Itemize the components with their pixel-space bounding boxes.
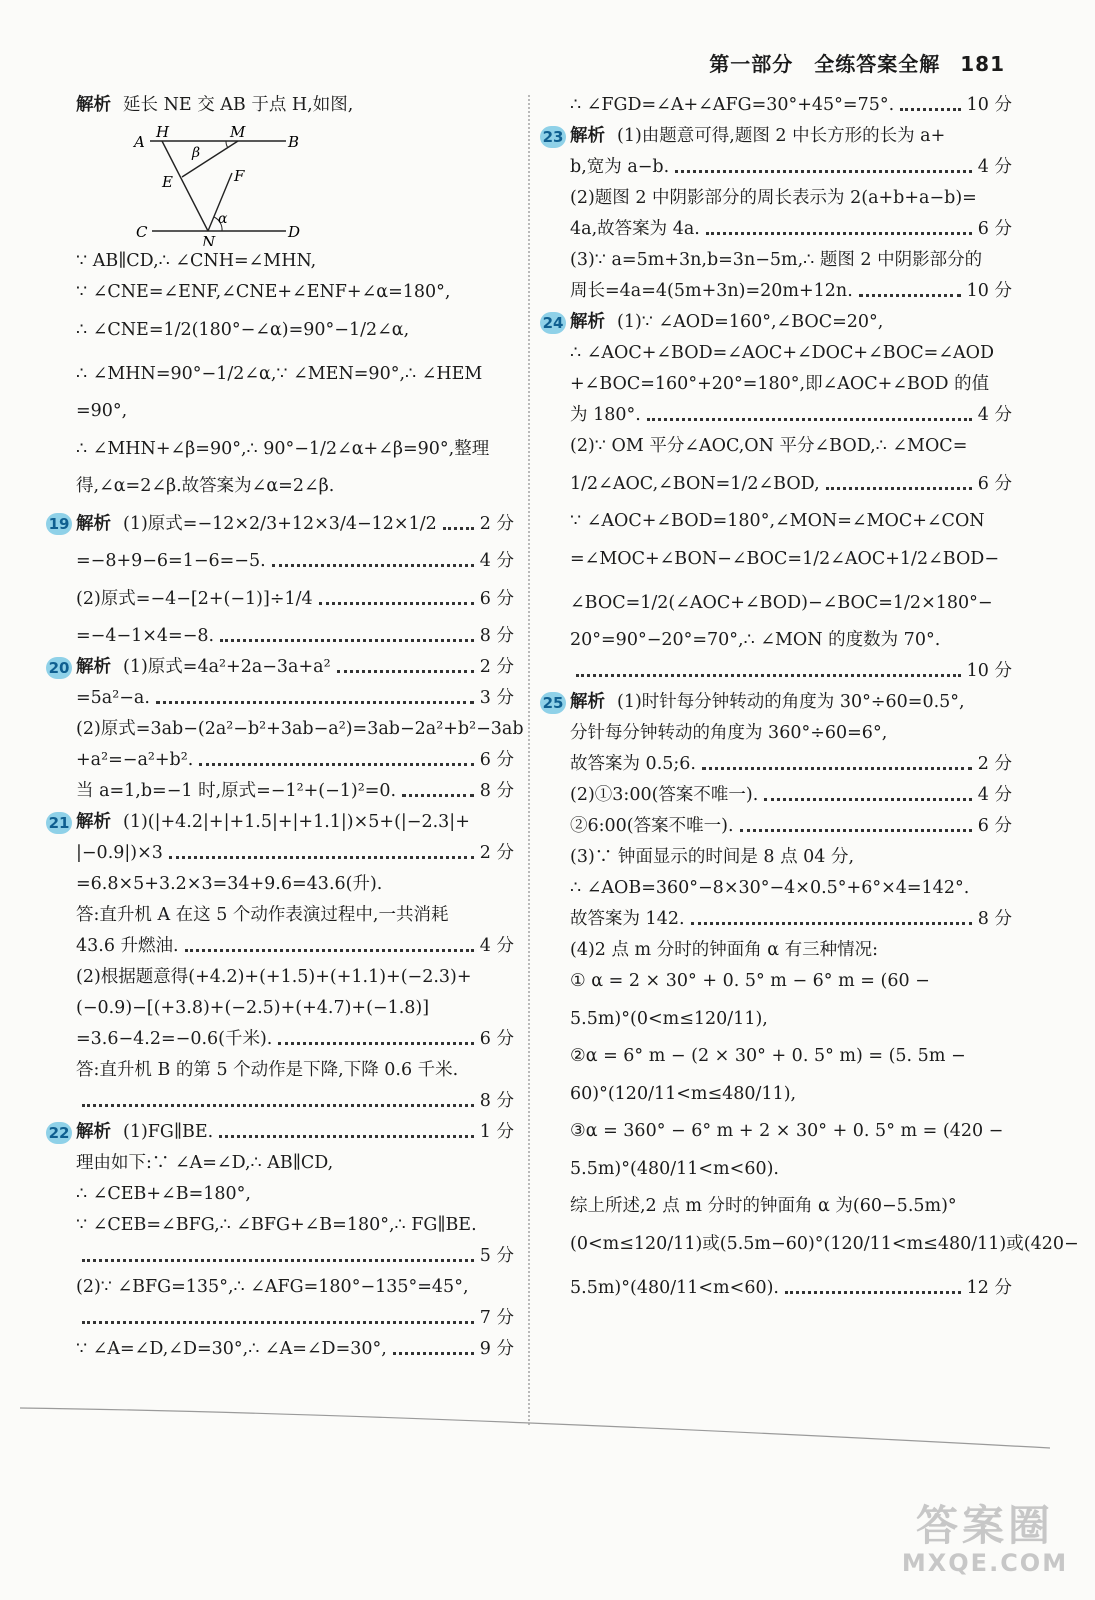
line-text: ∵ ∠AOC+∠BOD=180°,∠MON=∠MOC+∠CON	[570, 511, 985, 531]
score-label: 7 分	[479, 1308, 514, 1328]
angle-beta-arc	[226, 141, 228, 148]
line-text: +∠BOC=160°+20°=180°,即∠AOC+∠BOD 的值	[570, 374, 990, 394]
score-label: 6 分	[479, 1029, 514, 1049]
line-text: 5.5m)°(0<m≤120/11),	[570, 1009, 768, 1029]
line-text: ②α = 6° m − (2 × 30° + 0. 5° m) = (5. 5m −	[570, 1046, 966, 1066]
line-text: ∴ ∠MHN+∠β=90°,∴ 90°−1/2∠α+∠β=90°,整理	[76, 439, 490, 459]
text-line	[76, 776, 514, 807]
line-text: =∠MOC+∠BON−∠BOC=1/2∠AOC+1/2∠BOD−	[570, 549, 999, 569]
bottom-rule-curve	[20, 1408, 1050, 1448]
dot-leader	[691, 922, 972, 925]
line-text: (0<m≤120/11)或(5.5m−60)°(120/11<m≤480/11)或(420−	[570, 1234, 1079, 1254]
line-text: =−4−1×4=−8.	[76, 626, 215, 646]
text-line	[76, 714, 524, 745]
text-line	[570, 935, 1012, 966]
question-number-badge: 24	[540, 312, 566, 334]
score-label: 10 分	[966, 95, 1012, 115]
text-line	[76, 1055, 514, 1086]
line-text: 20°=90°−20°=70°,∴ ∠MON 的度数为 70°.	[570, 630, 941, 650]
line-text: +a²=−a²+b².	[76, 750, 194, 770]
text-line	[76, 1179, 514, 1210]
line-text: (1)FG∥BE.	[123, 1122, 214, 1142]
text-line	[570, 1041, 1012, 1072]
text-line	[570, 842, 1012, 873]
analysis-keyword: 解析	[570, 312, 605, 332]
line-text: ∵ ∠CEB=∠BFG,∴ ∠BFG+∠B=180°,∴ FG∥BE.	[76, 1215, 477, 1235]
line-text: 延长 NE 交 AB 于点 H,如图,	[123, 95, 354, 115]
text-line	[48, 1117, 514, 1148]
text-line	[570, 1147, 1012, 1191]
text-line	[570, 966, 1012, 997]
line-text: ∴ ∠AOB=360°−8×30°−4×0.5°+6°×4=142°.	[570, 878, 970, 898]
line-text: b,宽为 a−b.	[570, 157, 670, 177]
score-label: 2 分	[479, 843, 514, 863]
score-label: 4 分	[479, 936, 514, 956]
label-h: H	[156, 123, 170, 141]
dot-leader	[900, 108, 960, 111]
text-line	[48, 652, 514, 683]
line-text: (2)根据题意得(+4.2)+(+1.5)+(+1.1)+(−2.3)+	[76, 967, 472, 987]
dot-leader	[647, 418, 972, 421]
text-line	[570, 1072, 1012, 1116]
dot-leader	[764, 798, 971, 801]
text-line	[76, 352, 514, 396]
question-number-badge: 21	[46, 812, 72, 834]
line-text: 周长=4a=4(5m+3n)=20m+12n.	[570, 281, 853, 301]
line-text: ∵ AB∥CD,∴ ∠CNH=∠MHN,	[76, 251, 317, 271]
score-label: 12 分	[966, 1278, 1012, 1298]
text-line	[570, 1116, 1012, 1147]
text-line	[76, 838, 514, 869]
dot-leader	[740, 829, 972, 832]
line-text: 分针每分钟转动的角度为 360°÷60=6°,	[570, 723, 888, 743]
analysis-keyword: 解析	[76, 95, 111, 115]
question-number-badge: 22	[46, 1122, 72, 1144]
question-number-badge: 23	[540, 126, 566, 148]
score-label: 9 分	[479, 1339, 514, 1359]
watermark-text: 答案圈	[915, 1501, 1054, 1550]
text-line	[542, 121, 1012, 152]
line-text: ∴ ∠CNE=1/2(180°−∠α)=90°−1/2∠α,	[76, 320, 410, 340]
line-text: (2)∵ OM 平分∠AOC,ON 平分∠BOD,∴ ∠MOC=	[570, 436, 968, 456]
text-line	[76, 1241, 514, 1272]
label-b: B	[288, 133, 300, 151]
dot-leader	[785, 1291, 961, 1294]
text-line	[570, 718, 1012, 749]
dot-leader	[859, 294, 961, 297]
line-text: ②6:00(答案不唯一).	[570, 816, 734, 836]
line-text: 答:直升机 A 在这 5 个动作表演过程中,一共消耗	[76, 905, 449, 925]
page-number: 181	[960, 52, 1005, 76]
dot-leader	[706, 232, 972, 235]
score-label: 10 分	[966, 661, 1012, 681]
dot-leader	[402, 794, 474, 797]
line-text: 60)°(120/11<m≤480/11),	[570, 1084, 797, 1104]
line-text: 43.6 升燃油.	[76, 936, 179, 956]
watermark-url: MXQE.COM	[901, 1549, 1069, 1577]
score-label: 6 分	[977, 219, 1012, 239]
dot-leader	[576, 674, 961, 677]
line-text: 5.5m)°(480/11<m<60).	[570, 1278, 779, 1298]
text-line	[570, 400, 1012, 431]
line-text: (−0.9)−[(+3.8)+(−2.5)+(+4.7)+(−1.8)]	[76, 998, 430, 1018]
line-text: ③α = 360° − 6° m + 2 × 30° + 0. 5° m = (420 −	[570, 1121, 1004, 1141]
text-line	[570, 811, 1012, 842]
score-label: 2 分	[479, 514, 514, 534]
dot-leader	[702, 767, 972, 770]
score-label: 3 分	[479, 688, 514, 708]
line-text: (2)∵ ∠BFG=135°,∴ ∠AFG=180°−135°=45°,	[76, 1277, 469, 1297]
line-text: ∵ ∠CNE=∠ENF,∠CNE+∠ENF+∠α=180°,	[76, 282, 451, 302]
question-number-badge: 20	[46, 657, 72, 679]
dot-leader	[675, 170, 972, 173]
line-text: (2)①3:00(答案不唯一).	[570, 785, 759, 805]
line-text: ∴ ∠MHN=90°−1/2∠α,∵ ∠MEN=90°,∴ ∠HEM	[76, 364, 483, 384]
line-text: 故答案为 142.	[570, 909, 685, 929]
analysis-keyword: 解析	[76, 657, 111, 677]
line-text: ∵ ∠A=∠D,∠D=30°,∴ ∠A=∠D=30°,	[76, 1339, 387, 1359]
text-line	[76, 900, 514, 931]
line-text: 综上所述,2 点 m 分时的钟面角 α 为(60−5.5m)°	[570, 1196, 957, 1216]
text-line	[48, 502, 514, 546]
line-text: (1)原式=4a²+2a−3a+a²	[123, 657, 331, 677]
dot-leader	[272, 564, 474, 567]
text-line	[570, 506, 1012, 537]
text-line	[76, 1272, 514, 1303]
text-line	[542, 687, 1012, 718]
text-line	[76, 308, 514, 352]
line-text: (1)(|+4.2|+|+1.5|+|+1.1|)×5+(|−2.3|+	[123, 812, 470, 832]
analysis-keyword: 解析	[570, 126, 605, 146]
text-line	[570, 1222, 1079, 1266]
label-e: E	[162, 173, 173, 191]
line-text: ∴ ∠AOC+∠BOD=∠AOC+∠DOC+∠BOC=∠AOD	[570, 343, 995, 363]
dot-leader	[82, 1259, 474, 1262]
line-text: =−8+9−6=1−6=−5.	[76, 551, 266, 571]
text-line	[76, 869, 514, 900]
line-text: 理由如下:∵ ∠A=∠D,∴ AB∥CD,	[76, 1153, 334, 1173]
analysis-keyword: 解析	[76, 1122, 111, 1142]
dot-leader	[319, 602, 474, 605]
text-line	[76, 1210, 514, 1241]
line-text: ∴ ∠FGD=∠A+∠AFG=30°+45°=75°.	[570, 95, 895, 115]
line-text: 得,∠α=2∠β.故答案为∠α=2∠β.	[76, 476, 335, 496]
score-label: 4 分	[977, 157, 1012, 177]
watermark	[895, 1501, 1075, 1584]
text-line	[76, 1024, 514, 1055]
score-label: 8 分	[479, 781, 514, 801]
text-line	[570, 581, 1012, 625]
dot-leader	[826, 487, 972, 490]
score-label: 2 分	[977, 754, 1012, 774]
column-divider	[528, 95, 530, 1425]
line-text: (1)∵ ∠AOD=160°,∠BOC=20°,	[617, 312, 884, 332]
dot-leader	[443, 527, 474, 530]
score-label: 4 分	[977, 785, 1012, 805]
score-label: 8 分	[977, 909, 1012, 929]
dot-leader	[169, 856, 474, 859]
text-line	[570, 904, 1012, 935]
text-line	[76, 745, 514, 776]
text-line	[76, 577, 514, 621]
text-line	[76, 1086, 514, 1117]
text-line	[76, 621, 514, 652]
line-text: =90°,	[76, 401, 128, 421]
text-line	[570, 749, 1012, 780]
score-label: 6 分	[977, 816, 1012, 836]
dot-leader	[278, 1042, 473, 1045]
dot-leader	[219, 1135, 474, 1138]
text-line	[570, 656, 1012, 687]
score-label: 6 分	[479, 589, 514, 609]
dot-leader	[220, 639, 474, 642]
text-line	[76, 683, 514, 714]
line-text: ∴ ∠CEB+∠B=180°,	[76, 1184, 251, 1204]
score-label: 2 分	[479, 657, 514, 677]
text-line	[76, 1148, 514, 1179]
line-me	[182, 141, 238, 177]
score-label: 1 分	[479, 1122, 514, 1142]
text-line	[570, 462, 1012, 506]
label-m: M	[230, 123, 246, 141]
text-line	[76, 246, 514, 277]
left-column	[48, 90, 524, 1365]
score-label: 10 分	[966, 281, 1012, 301]
line-text: =6.8×5+3.2×3=34+9.6=43.6(升).	[76, 874, 383, 894]
text-line	[570, 369, 1012, 400]
line-text: (3)∵ 钟面显示的时间是 8 点 04 分,	[570, 847, 855, 867]
text-line	[570, 780, 1012, 811]
line-text: 答:直升机 B 的第 5 个动作是下降,下降 0.6 千米.	[76, 1060, 459, 1080]
text-line	[570, 90, 1012, 121]
text-line	[76, 1334, 514, 1365]
text-line	[542, 307, 1012, 338]
text-line	[76, 471, 514, 502]
geometry-diagram	[126, 121, 316, 246]
label-d: D	[288, 223, 301, 241]
text-line	[570, 152, 1012, 183]
label-a: A	[134, 133, 145, 151]
line-text: |−0.9|)×3	[76, 843, 163, 863]
line-text: =5a²−a.	[76, 688, 150, 708]
score-label: 8 分	[479, 626, 514, 646]
text-line	[48, 807, 514, 838]
line-text: (1)原式=−12×2/3+12×3/4−12×1/2	[123, 514, 437, 534]
text-line	[570, 537, 1012, 581]
section-title: 第一部分 全练答案全解	[709, 52, 941, 76]
label-beta: β	[192, 145, 201, 161]
score-label: 6 分	[479, 750, 514, 770]
text-line	[76, 1303, 514, 1334]
line-text: (2)题图 2 中阴影部分的周长表示为 2(a+b+a−b)=	[570, 188, 977, 208]
text-line	[570, 214, 1012, 245]
text-line	[76, 993, 514, 1024]
label-n: N	[202, 233, 216, 246]
text-line	[570, 338, 1012, 369]
line-text: 当 a=1,b=−1 时,原式=−1²+(−1)²=0.	[76, 781, 397, 801]
line-text: 为 180°.	[570, 405, 641, 425]
text-line	[76, 90, 514, 121]
text-line	[570, 276, 1012, 307]
dot-leader	[82, 1321, 474, 1324]
dot-leader	[337, 670, 474, 673]
text-line	[76, 427, 514, 471]
analysis-keyword: 解析	[570, 692, 605, 712]
text-line	[76, 546, 514, 577]
line-text: (1)时针每分钟转动的角度为 30°÷60=0.5°,	[617, 692, 965, 712]
dot-leader	[199, 763, 473, 766]
dot-leader	[393, 1352, 474, 1355]
text-line	[570, 245, 1012, 276]
text-line	[76, 962, 514, 993]
page-bottom-rule	[20, 1400, 1050, 1460]
analysis-keyword: 解析	[76, 514, 111, 534]
analysis-keyword: 解析	[76, 812, 111, 832]
geometry-figure	[126, 121, 514, 246]
right-column	[542, 90, 1079, 1310]
score-label: 4 分	[479, 551, 514, 571]
text-line	[570, 1266, 1012, 1310]
score-label: 4 分	[977, 405, 1012, 425]
label-alpha: α	[218, 211, 228, 227]
line-text: (2)原式=3ab−(2a²−b²+3ab−a²)=3ab−2a²+b²−3ab	[76, 719, 524, 739]
score-label: 5 分	[479, 1246, 514, 1266]
line-text: =3.6−4.2=−0.6(千米).	[76, 1029, 273, 1049]
text-line	[570, 431, 1012, 462]
dot-leader	[185, 949, 474, 952]
line-text: 1/2∠AOC,∠BON=1/2∠BOD,	[570, 474, 820, 494]
line-text: 故答案为 0.5;6.	[570, 754, 696, 774]
text-line	[570, 873, 1012, 904]
score-label: 6 分	[977, 474, 1012, 494]
score-label: 8 分	[479, 1091, 514, 1111]
line-text: (4)2 点 m 分时的钟面角 α 有三种情况:	[570, 940, 879, 960]
page-header	[709, 48, 1005, 77]
text-line	[76, 396, 514, 427]
text-line	[76, 931, 514, 962]
label-f: F	[234, 167, 245, 185]
line-text: 5.5m)°(480/11<m<60).	[570, 1159, 779, 1179]
line-text: ① α = 2 × 30° + 0. 5° m − 6° m = (60 −	[570, 971, 930, 991]
dot-leader	[156, 701, 474, 704]
dot-leader	[82, 1104, 474, 1107]
text-line	[570, 997, 1012, 1041]
question-number-badge: 25	[540, 692, 566, 714]
line-text: 4a,故答案为 4a.	[570, 219, 700, 239]
line-text: (2)原式=−4−[2+(−1)]÷1/4	[76, 589, 313, 609]
line-text: (1)由题意可得,题图 2 中长方形的长为 a+	[617, 126, 946, 146]
text-line	[570, 183, 1012, 214]
line-text: (3)∵ a=5m+3n,b=3n−5m,∴ 题图 2 中阴影部分的	[570, 250, 983, 270]
question-number-badge: 19	[46, 513, 72, 535]
text-line	[76, 277, 514, 308]
label-c: C	[136, 223, 148, 241]
text-line	[570, 1191, 1012, 1222]
text-line	[570, 625, 1012, 656]
line-text: ∠BOC=1/2(∠AOC+∠BOD)−∠BOC=1/2×180°−	[570, 593, 993, 613]
